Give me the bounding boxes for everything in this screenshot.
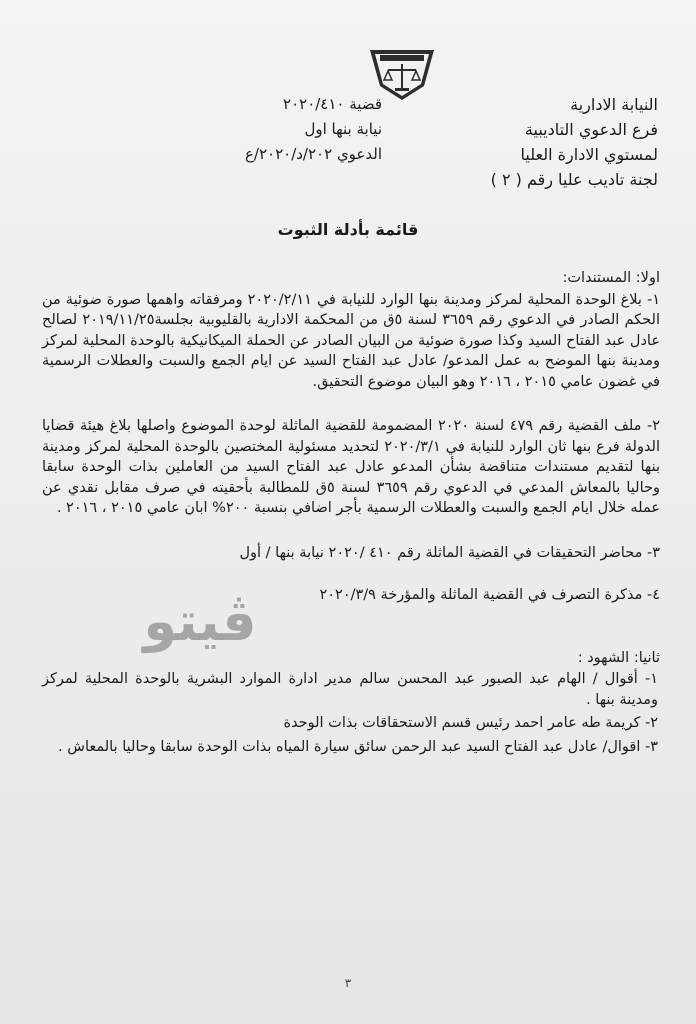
document-title: قائمة بأدلة الثبوت [277, 220, 419, 239]
witness-item: ٣- اقوال/ عادل عبد الفتاح السيد عبد الرحمن سائق سيارة المياه بذات الوحدة سابقا وحاليا بالمعاش . [58, 738, 658, 755]
document-item: ١- بلاغ الوحدة المحلية لمركز ومدينة بنها الوارد للنيابة في ٢٠٢٠/٢/١١ ومرفقاته واهمها صورة ضوئية من الحكم الصادر في الدعوي رقم ٣٦٥٩ لسنة ٥ق من المحكمة الادارية بالقليوبية بجلسة٢٠١٩/١١/٢٥ لصالح عادل عبد الفتاح السيد وكذا صورة ضوئية من البيان الصادر عن الحملة الميكانيكية بالوحدة المحلية لمركز ومدينة بنها الموضح به عمل المدعو/ عادل عبد الفتاح السيد عن ايام الجمع والسبت والعطلات الرسمية في غضون عامي ٢٠١٥ ، ٢٠١٦ وهو البيان موضوع التحقيق. [42, 291, 660, 390]
section-witnesses-heading: ثانيا: الشهود : [577, 649, 660, 666]
header-right-line: لجنة تاديب عليا رقم ( ٢ ) [490, 170, 658, 189]
header-right-line: فرع الدعوي التاديبية [524, 120, 658, 139]
document-item: ٢- ملف القضية رقم ٤٧٩ لسنة ٢٠٢٠ المضمومة للقضية الماثلة لوحدة الموضوع واصلها بلاغ هيئة قضايا الدولة فرع بنها ثان الوارد للنيابة في ٢٠٢٠/٣/١ لتحديد مسئولية المختصين بالوحدة المحلية لمركز ومدينة بنها لتقديم مستندات متناقضة بشأن المدعو عادل عبد الفتاح السيد من العاملين بذات الوحدة سابقا وحاليا بالمعاش المدعي في الدعوي رقم ٣٦٥٩ لسنة ٥ق للمطالبة بأحقيته في صرف مقابل نقدي عن عمله خلال ايام الجمع والسبت والعطلات الرسمية بأجر اضافي بنسبة ٢٠٠% ابان عامي ٢٠١٥ ، ٢٠١٦ . [42, 418, 661, 516]
case-number: قضية ٢٠٢٠/٤١٠ [283, 95, 382, 113]
svg-text:ڤيتو: ڤيتو [143, 590, 257, 653]
prosecution-office: نيابة بنها اول [304, 120, 382, 138]
header-right-line: النيابة الادارية [570, 95, 658, 114]
vito-watermark-logo [120, 582, 280, 662]
document-item: ٣- محاضر التحقيقات في القضية الماثلة رقم ٤١٠ /٢٠٢٠ نيابة بنها / أول [239, 544, 660, 561]
lawsuit-number: الدعوي ٢٠٢/د/٢٠٢٠/ع [244, 145, 382, 163]
section-documents-heading: اولا: المستندات: [562, 270, 660, 286]
witness-item: ٢- كريمة طه عامر احمد رئيس قسم الاستحقاقات بذات الوحدة [283, 715, 658, 731]
witness-item: ١- أقوال / الهام عبد الصبور عبد المحسن سالم مدير ادارة الموارد البشرية بالوحدة المحلية لمركز ومدينة بنها . [42, 671, 658, 708]
document-body [42, 268, 660, 760]
document-item: ٤- مذكرة التصرف في القضية الماثلة والمؤرخة ٢٠٢٠/٣/٩ [319, 587, 660, 603]
page-number: ٣ [344, 976, 352, 990]
header-authority-block [418, 92, 658, 192]
header-right-line: لمستوي الادارة العليا [520, 145, 658, 164]
